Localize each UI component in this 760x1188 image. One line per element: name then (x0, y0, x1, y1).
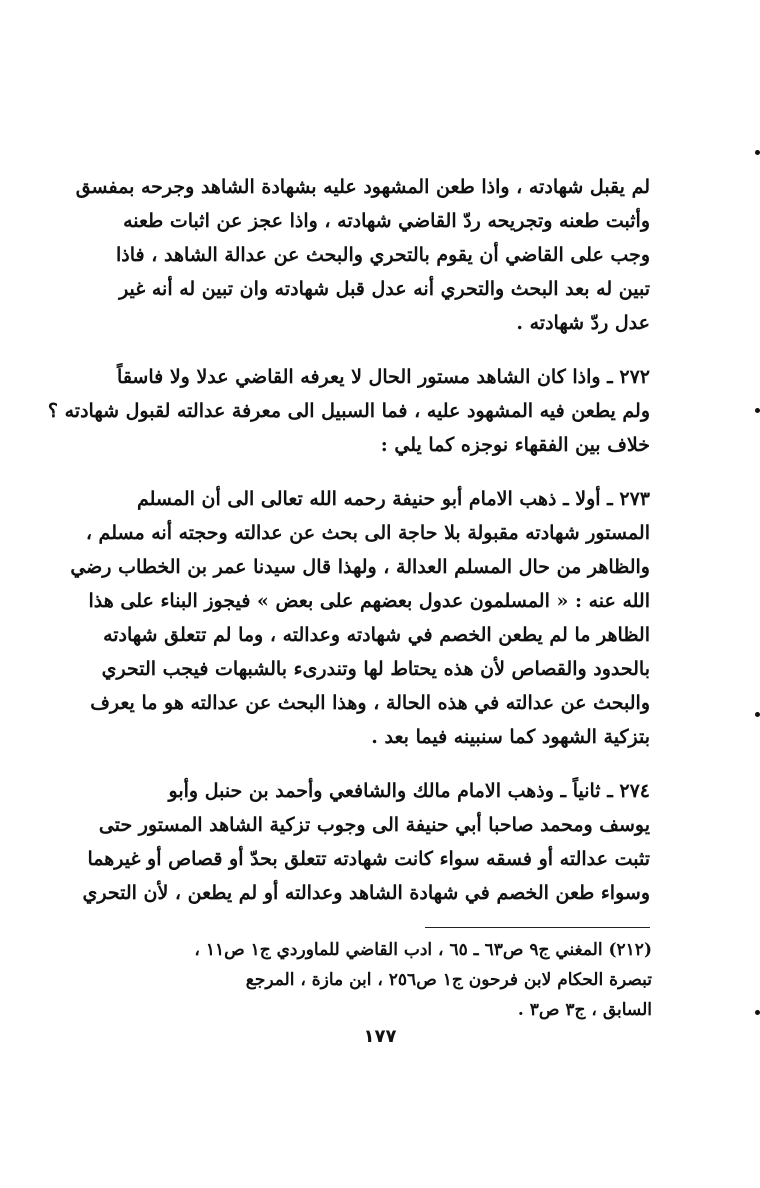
text-line: المستور شهادته مقبولة بلا حاجة الى بحث عن عدالته وحجته أنه مسلم ، (85, 522, 650, 544)
margin-mark (755, 150, 760, 155)
text-line: والظاهر من حال المسلم العدالة ، ولهذا قال سيدنا عمر بن الخطاب رضي (70, 556, 650, 578)
paragraph (70, 482, 650, 754)
footnote-line: (٢١٢) المغني ج٩ ص٦٣ ـ ٦٥ ، ادب القاضي للماوردي ج١ ص١١ ، (194, 940, 652, 960)
footnote-divider (425, 927, 650, 928)
text-line: تثبت عدالته أو فسقه سواء كانت شهادته تتعلق بحدّ أو قصاص أو غيرهما (87, 848, 650, 870)
paragraph (47, 360, 650, 462)
text-line: يوسف ومحمد صاحبا أبي حنيفة الى وجوب تزكية الشاهد المستور حتى (98, 814, 650, 836)
margin-mark (755, 712, 760, 717)
text-line: وسواء طعن الخصم في شهادة الشاهد وعدالته أو لم يطعن ، لأن التحري (82, 882, 650, 904)
text-line: ٢٧٢ ـ واذا كان الشاهد مستور الحال لا يعرفه القاضي عدلا ولا فاسقاً (117, 366, 650, 388)
text-line: الظاهر ما لم يطعن الخصم في شهادته وعدالته ، وما لم تتعلق شهادته (103, 624, 650, 646)
text-line: ٢٧٤ ـ ثانياً ـ وذهب الامام مالك والشافعي وأحمد بن حنبل وأبو (168, 780, 650, 802)
text-line: وجب على القاضي أن يقوم بالتحري والبحث عن عدالة الشاهد ، فاذا (116, 244, 650, 266)
text-line: والبحث عن عدالته في هذه الحالة ، وهذا البحث عن عدالته هو ما يعرف (90, 692, 650, 714)
paragraph (75, 170, 650, 340)
text-line: وأثبت طعنه وتجريحه ردّ القاضي شهادته ، واذا عجز عن اثبات طعنه (123, 210, 650, 232)
text-line: ولم يطعن فيه المشهود عليه ، فما السبيل الى معرفة عدالته لقبول شهادته ؟ (47, 400, 650, 422)
text-line: لم يقبل شهادته ، واذا طعن المشهود عليه بشهادة الشاهد وجرحه بمفسق (75, 176, 650, 198)
page-number: ١٧٧ (363, 1026, 397, 1047)
body-text (47, 170, 650, 930)
margin-mark (755, 408, 760, 413)
text-line: ٢٧٣ ـ أولا ـ ذهب الامام أبو حنيفة رحمه الله تعالى الى أن المسلم (137, 488, 650, 510)
text-line: بتزكية الشهود كما سنبينه فيما بعد . (371, 726, 650, 748)
text-line: عدل ردّ شهادته . (516, 312, 650, 334)
footnotes (120, 935, 652, 1025)
text-line: بالحدود والقصاص لأن هذه يحتاط لها وتندرىء بالشبهات فيجب التحري (101, 658, 650, 680)
footnote-line: السابق ، ج٣ ص٣ . (517, 1000, 652, 1020)
text-line: تبين له بعد البحث والتحري أنه عدل قبل شهادته وان تبين له أنه غير (119, 278, 650, 300)
paragraph (82, 774, 650, 910)
text-line: خلاف بين الفقهاء نوجزه كما يلي : (380, 434, 650, 456)
margin-mark (755, 1010, 760, 1015)
text-line: الله عنه : « المسلمون عدول بعضهم على بعض » فيجوز البناء على هذا (88, 590, 650, 612)
footnote-line: تبصرة الحكام لابن فرحون ج١ ص٢٥٦ ، ابن مازة ، المرجع (245, 970, 652, 990)
